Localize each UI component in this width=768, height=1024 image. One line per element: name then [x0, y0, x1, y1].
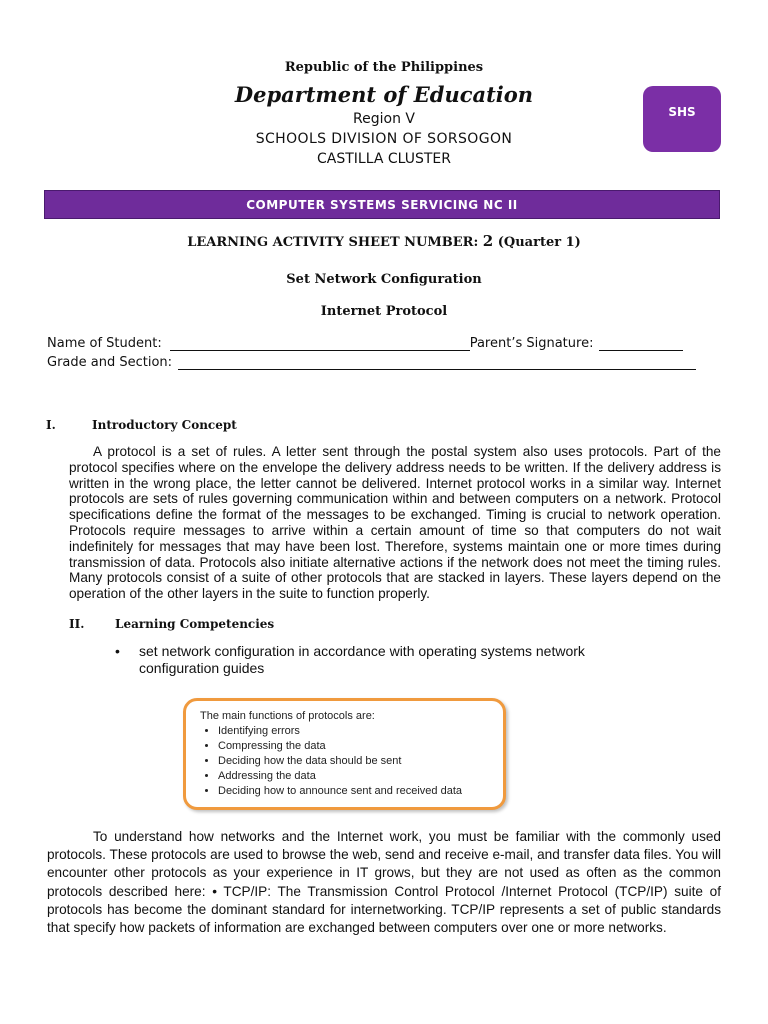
department-heading: Department of Education [234, 82, 534, 107]
functions-list [200, 724, 503, 799]
course-title: COMPUTER SYSTEMS SERVICING NC II [246, 197, 518, 212]
list-item: • Identifying errors [218, 724, 503, 739]
bullet-icon: • [115, 643, 120, 659]
student-name-field[interactable] [170, 338, 470, 351]
section-2-title: Learning Competencies [115, 617, 275, 631]
section-1-title: Introductory Concept [92, 418, 237, 432]
section-2-numeral: II. [69, 617, 85, 631]
list-item: • Deciding how to announce sent and received data [218, 784, 503, 799]
closing-text: To understand how networks and the Internet work, you must be familiar with the commonly used protocols. These protocols are used to browse the web, send and receive e-mail, and transfer data files. You will encounter other protocols as your experience in IT grows, but they are not used as often as the common protocols described here: • TCP/IP: The Transmission Control Protocol /Internet Protocol (TCP/IP) suite of protocols has become the dominant standard for internetworking. TCP/IP represents a set of public standards that specify how packets of information are exchanged between computers over one or more networks. [47, 829, 721, 936]
region-label: Region V [353, 111, 415, 127]
functions-heading: The main functions of protocols are: [200, 710, 375, 722]
topic-title: Set Network Configuration [286, 272, 482, 287]
subtopic-title: Internet Protocol [320, 304, 448, 319]
competency-list-item [115, 643, 659, 677]
closing-paragraph [47, 828, 721, 937]
course-banner [44, 190, 720, 219]
list-item: • Compressing the data [218, 739, 503, 754]
section-2-heading [69, 617, 274, 631]
protocol-functions-box [183, 698, 506, 810]
parent-signature-field[interactable] [599, 338, 683, 351]
section-1-numeral: I. [46, 418, 56, 432]
grade-section-field[interactable] [178, 357, 696, 370]
grade-section-row [47, 355, 722, 370]
competency-text: set network configuration in accordance with operating systems network configuration guides [139, 643, 585, 676]
intro-paragraph [69, 444, 721, 602]
list-item: • Addressing the data [218, 769, 503, 784]
las-quarter: (Quarter 1) [497, 235, 581, 250]
student-name-row [47, 336, 722, 351]
parent-signature-label: Parent’s Signature: [469, 336, 594, 351]
las-label: LEARNING ACTIVITY SHEET NUMBER: [187, 235, 479, 250]
republic-heading: Republic of the Philippines [284, 60, 484, 75]
section-1-heading [46, 418, 237, 432]
shs-badge [643, 86, 721, 152]
student-name-label: Name of Student: [47, 336, 162, 351]
las-heading [0, 232, 768, 250]
division-label: SCHOOLS DIVISION OF SORSOGON [255, 131, 513, 147]
grade-section-label: Grade and Section: [47, 355, 173, 370]
las-number: 2 [482, 232, 494, 250]
cluster-label: CASTILLA CLUSTER [316, 151, 451, 167]
list-item: • Deciding how the data should be sent [218, 754, 503, 769]
shs-badge-label: SHS [668, 105, 696, 119]
intro-text: A protocol is a set of rules. A letter sent through the postal system also uses protocols. Part of the protocol specifies where on the envelope the delivery address needs to be written. If the delivery address is written in the wrong place, the letter cannot be delivered. Internet protocol works in a similar way. Internet protocols are sets of rules governing communication within and between computers on a network. Protocol specifications define the format of the messages to be exchanged. Timing is crucial to network operation. Protocols require messages to arrive within a certain amount of time so that computers do not wait indefinitely for messages that may have been lost. Therefore, systems maintain one or more times during transmission of data. Protocols also initiate alternative actions if the network does not meet the timing rules. Many protocols consist of a suite of other protocols that are stacked in layers. These layers depend on the operation of the other layers in the suite to function properly. [69, 444, 721, 602]
